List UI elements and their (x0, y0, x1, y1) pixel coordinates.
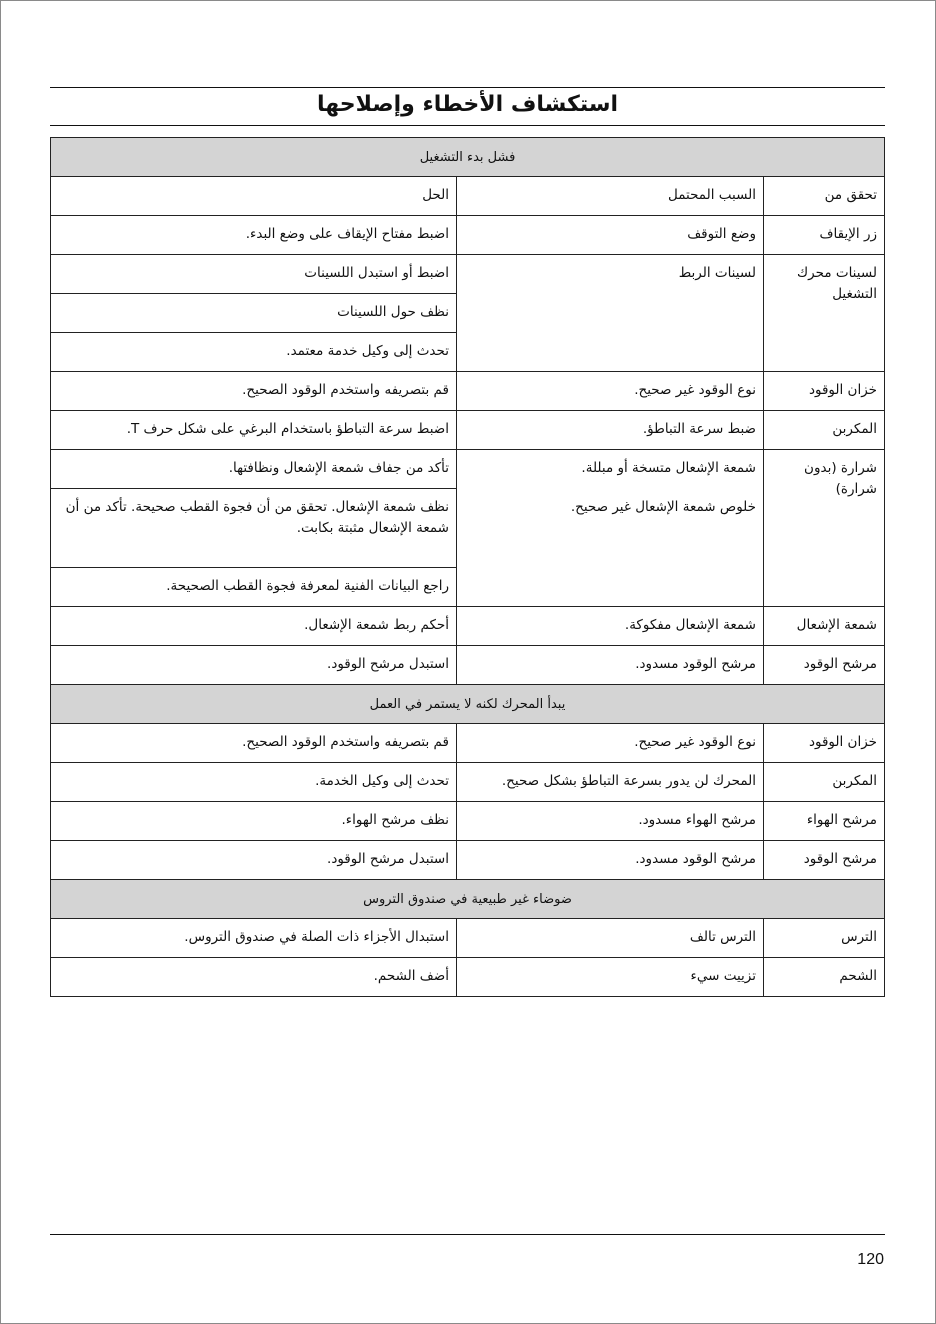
cause-cell: مرشح الوقود مسدود. (457, 646, 764, 685)
section-title: يبدأ المحرك لكنه لا يستمر في العمل (51, 685, 885, 724)
cause-cell: نوع الوقود غير صحيح. (457, 724, 764, 763)
table-row (51, 763, 885, 802)
table-row (51, 450, 885, 489)
solution-cell: تحدث إلى وكيل خدمة معتمد. (51, 333, 457, 372)
solution-cell: أضف الشحم. (51, 958, 457, 997)
header-cause: السبب المحتمل (457, 177, 764, 216)
solution-cell: نظف مرشح الهواء. (51, 802, 457, 841)
header-check: تحقق من (764, 177, 885, 216)
solution-cell: اضبط مفتاح الإيقاف على وضع البدء. (51, 216, 457, 255)
check-cell: المكربن (764, 763, 885, 802)
solution-cell: راجع البيانات الفنية لمعرفة فجوة القطب الصحيحة. (51, 568, 457, 607)
table-row (51, 919, 885, 958)
table-row (51, 802, 885, 841)
table-row (51, 216, 885, 255)
cause-cell: تزييت سيء (457, 958, 764, 997)
table-row (51, 607, 885, 646)
cause-cell: ضبط سرعة التباطؤ. (457, 411, 764, 450)
cause-cell: المحرك لن يدور بسرعة التباطؤ بشكل صحيح. (457, 763, 764, 802)
solution-cell: اضبط أو استبدل اللسينات (51, 255, 457, 294)
title-bottom-rule (50, 125, 885, 126)
cause-cell: وضع التوقف (457, 216, 764, 255)
cause-cell: خلوص شمعة الإشعال غير صحيح. (457, 489, 764, 607)
cause-cell: شمعة الإشعال متسخة أو مبللة. (457, 450, 764, 489)
check-cell: الشحم (764, 958, 885, 997)
page-title: استكشاف الأخطاء وإصلاحها (316, 92, 618, 117)
section-header-row (51, 685, 885, 724)
title-top-rule (50, 87, 885, 88)
solution-cell: تحدث إلى وكيل الخدمة. (51, 763, 457, 802)
check-cell: زر الإيقاف (764, 216, 885, 255)
troubleshooting-table (50, 137, 885, 997)
solution-cell: قم بتصريفه واستخدم الوقود الصحيح. (51, 724, 457, 763)
check-cell: الترس (764, 919, 885, 958)
check-cell: المكربن (764, 411, 885, 450)
check-cell: لسينات محرك التشغيل (764, 255, 885, 372)
cause-cell: مرشح الهواء مسدود. (457, 802, 764, 841)
page-number: 120 (857, 1251, 884, 1268)
section-title: ضوضاء غير طبيعية في صندوق التروس (51, 880, 885, 919)
check-cell: خزان الوقود (764, 724, 885, 763)
cause-cell: مرشح الوقود مسدود. (457, 841, 764, 880)
table-row (51, 841, 885, 880)
section-header-row (51, 138, 885, 177)
cause-cell: الترس تالف (457, 919, 764, 958)
solution-cell: تأكد من جفاف شمعة الإشعال ونظافتها. (51, 450, 457, 489)
check-cell: خزان الوقود (764, 372, 885, 411)
solution-cell: استبدل مرشح الوقود. (51, 646, 457, 685)
solution-cell: اضبط سرعة التباطؤ باستخدام البرغي على شكل حرف T. (51, 411, 457, 450)
table-row (51, 724, 885, 763)
solution-cell: استبدال الأجزاء ذات الصلة في صندوق التروس. (51, 919, 457, 958)
table-header-row (51, 177, 885, 216)
solution-cell: قم بتصريفه واستخدم الوقود الصحيح. (51, 372, 457, 411)
solution-cell: نظف حول اللسينات (51, 294, 457, 333)
table-row (51, 958, 885, 997)
check-cell: مرشح الهواء (764, 802, 885, 841)
section-title: فشل بدء التشغيل (51, 138, 885, 177)
table-row (51, 489, 885, 568)
check-cell: مرشح الوقود (764, 841, 885, 880)
table-row (51, 646, 885, 685)
table-row (51, 255, 885, 294)
check-cell: شرارة (بدون شرارة) (764, 450, 885, 607)
section-header-row (51, 880, 885, 919)
table-row (51, 372, 885, 411)
header-solution: الحل (51, 177, 457, 216)
cause-cell: لسينات الربط (457, 255, 764, 372)
check-cell: شمعة الإشعال (764, 607, 885, 646)
cause-cell: شمعة الإشعال مفكوكة. (457, 607, 764, 646)
footer-rule (50, 1234, 885, 1235)
solution-cell: أحكم ربط شمعة الإشعال. (51, 607, 457, 646)
solution-cell: استبدل مرشح الوقود. (51, 841, 457, 880)
solution-cell: نظف شمعة الإشعال. تحقق من أن فجوة القطب صحيحة. تأكد من أن شمعة الإشعال مثبتة بكابت. (51, 489, 457, 568)
cause-cell: نوع الوقود غير صحيح. (457, 372, 764, 411)
table-row (51, 411, 885, 450)
check-cell: مرشح الوقود (764, 646, 885, 685)
